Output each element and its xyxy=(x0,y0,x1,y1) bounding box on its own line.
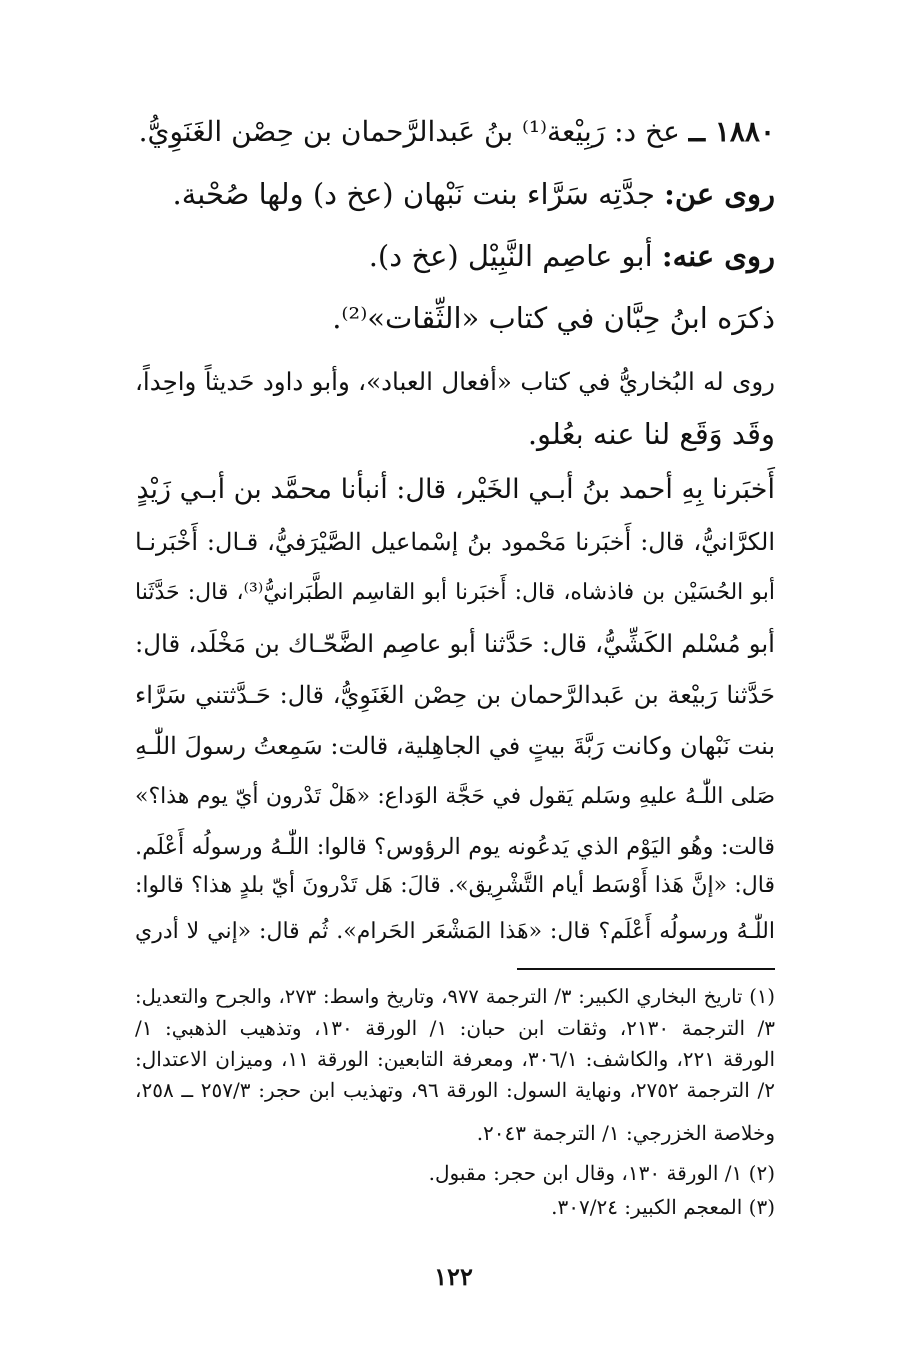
footnote-line: ٢/ الترجمة ٢٧٥٢، ونهاية السول: الورقة ٩٦، وتهذيب ابن حجر: ٢٥٧/٣ ــ ٢٥٨، xyxy=(135,1078,775,1102)
footnote-line: الورقة ٢٢١، والكاشف: ٣٠٦/١، ومعرفة التابعين: الورقة ١١، وميزان الاعتدال: xyxy=(135,1047,775,1071)
footnote-line: ٣/ الترجمة ٢١٣٠، وثقات ابن حبان: ١/ الورقة ١٣٠، وتذهيب الذهبي: ١/ xyxy=(135,1016,775,1040)
footnote-line: وخلاصة الخزرجي: ١/ الترجمة ٢٠٤٣. xyxy=(476,1121,775,1145)
footnote-3: (٣) المعجم الكبير: ٣٠٧/٢٤. xyxy=(551,1195,775,1219)
note-line: روى له البُخاريُّ في كتاب «أفعال العباد»، وأبو داود حَديثاً واحِداً، xyxy=(135,367,775,396)
mention-line: ذكرَه ابنُ حِبَّان في كتاب «الثِّقات»⁽²⁾. xyxy=(332,301,775,335)
entry-heading-text: عخ د: رَبِيْعة⁽¹⁾ بنُ عَبدالرَّحمان بن حِصْن الغَنَوِيُّ. xyxy=(138,115,680,148)
hadith-line: أبو مُسْلم الكَشِّيُّ، قال: حَدَّثنا أبو عاصِم الضَّحّـاك بن مَخْلَد، قال: xyxy=(135,629,775,658)
footnote-2: (٢) ١/ الورقة ١٣٠، وقال ابن حجر: مقبول. xyxy=(428,1161,775,1185)
hadith-line: أَخبَرنا بِهِ أحمد بنُ أبـي الخَيْر، قال: أنبأنا محمَّد بن أبـي زَيْدٍ xyxy=(136,474,775,505)
page-number: ١٢٢ xyxy=(434,1262,473,1291)
hadith-line: صَلى اللّٰـهُ عليهِ وسَلم يَقول في حَجَّة الوَداع: «هَلْ تَدْرون أيّ يوم هذا؟» xyxy=(135,784,775,809)
note-line: وقَد وَقَع لنا عنه بعُلو. xyxy=(527,417,775,451)
hadith-line: قال: «إنَّ هَذا أَوْسَط أيام التَّشْرِيق». قالَ: هَل تَدْرونَ أيّ بلدٍ هذا؟ قالوا: xyxy=(135,873,775,898)
hadith-line: حَدَّثنا رَبيْعة بن عَبدالرَّحمان بن حِصْن الغَنَوِيُّ، قال: حَـدَّثتني سَرَّاء xyxy=(135,681,776,709)
narrated-from-line xyxy=(135,174,775,214)
narrated-from-text: جدَّتِه سَرَّاء بنت نَبْهان (عخ د) ولها صُحْبة. xyxy=(172,177,655,211)
narrated-by-label: روى عنه: xyxy=(661,239,775,273)
hadith-line: بنت نَبْهان وكانت رَبَّةَ بيتٍ في الجاهِلية، قالت: سَمِعتُ رسولَ اللّٰـهِ xyxy=(135,732,775,760)
narrated-from-label: روى عن: xyxy=(664,177,775,211)
entry-heading xyxy=(135,112,775,152)
hadith-line: قالت: وهُو اليَوْم الذي يَدعُونه يوم الرؤوس؟ قالوا: اللّٰـهُ ورسولُه أَعْلَم. xyxy=(135,834,775,860)
narrated-by-text: أبو عاصِم النَّبِيْل (عخ د). xyxy=(368,239,653,273)
footnote-line: (١) تاريخ البخاري الكبير: ٣/ الترجمة ٩٧٧، وتاريخ واسط: ٢٧٣، والجرح والتعديل: xyxy=(135,985,775,1008)
hadith-line: أبو الحُسَيْن بن فاذشاه، قال: أَخبَرنا أبو القاسِم الطَّبَرانيُّ⁽³⁾، قال: حَدَّثَنا xyxy=(135,580,775,605)
narrated-by-line xyxy=(135,236,775,276)
footnote-separator xyxy=(517,968,775,970)
entry-number: ١٨٨٠ ــ xyxy=(688,115,775,148)
hadith-line: اللّٰـهُ ورسولُه أَعْلَم؟ قال: «هَذا المَشْعَر الحَرام». ثُم قال: «إني لا أدري xyxy=(135,919,775,944)
hadith-line: الكرَّانيُّ، قال: أَخبَرنا مَحْمود بنُ إسْماعيل الصَّيْرَفيُّ، قـال: أَخْبَرنـا xyxy=(135,528,775,556)
